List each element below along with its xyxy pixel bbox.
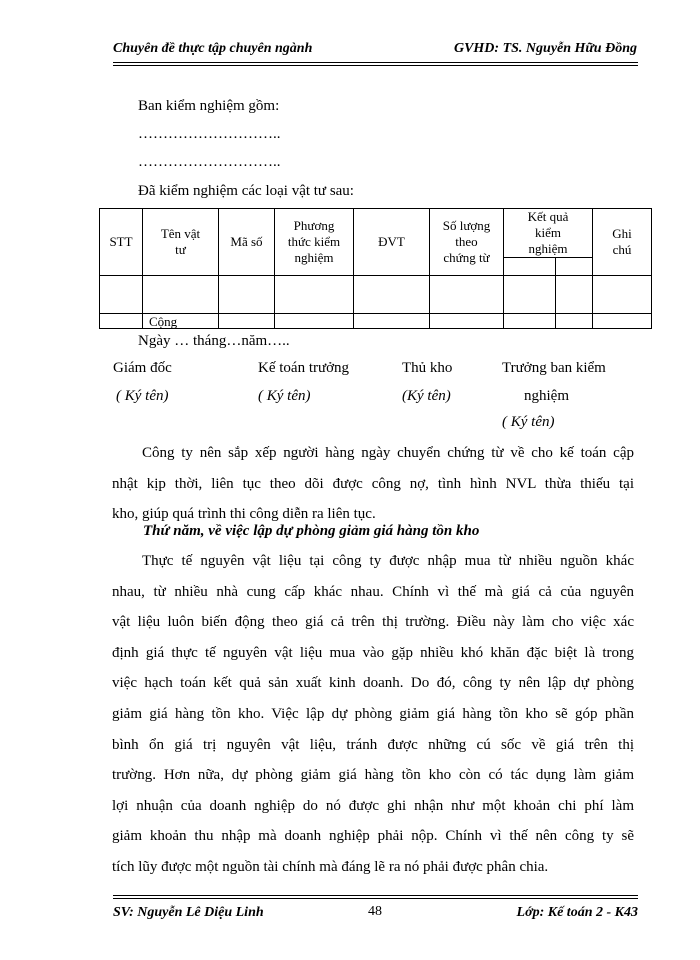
- inspection-table: [99, 208, 652, 329]
- sig-committee-head: Trưởng ban kiểm: [502, 360, 606, 376]
- para2-line: Thực tế nguyên vật liệu tại công ty được nhập mua từ nhiều nguồn khác: [142, 553, 634, 569]
- header-right: GVHD: TS. Nguyễn Hữu Đồng: [453, 41, 637, 56]
- total-label: Cộng: [143, 314, 219, 329]
- footer-left: SV: Nguyễn Lê Diệu Linh: [113, 905, 264, 920]
- sig-committee-head-2: nghiệm: [524, 388, 569, 404]
- section-heading: Thứ năm, về việc lập dự phòng giảm giá hàng tồn kho: [143, 523, 480, 539]
- para2-line: trường. Hơn nữa, dự phòng giảm giá hàng tồn kho còn có tác dụng làm giảm: [112, 767, 634, 784]
- date-line: Ngày … tháng…năm…..: [138, 333, 290, 349]
- paragraph-2: [112, 546, 634, 883]
- header-left: Chuyên đề thực tập chuyên ngành: [113, 41, 313, 56]
- para1-line: kho, giúp quá trình thi công diễn ra liên tục.: [112, 506, 376, 523]
- sign-head: ( Ký tên): [502, 414, 555, 430]
- para2-line: bình ổn giá trị nguyên vật liệu, tránh được những cú sốc về giá trên thị: [112, 736, 634, 753]
- th-qty: Số lượng theo chứng từ: [430, 209, 504, 276]
- sign-storekeeper: (Ký tên): [402, 388, 451, 404]
- dots-line-1: ………………………..: [138, 126, 281, 142]
- sign-director: ( Ký tên): [116, 388, 169, 404]
- materials-label: Đã kiểm nghiệm các loại vật tư sau:: [138, 183, 354, 199]
- header-rule: [113, 62, 638, 66]
- para2-line: việc hạch toán kết quả sản xuất kinh doanh. Do đó, công ty nên lập dự phòng: [112, 675, 634, 692]
- sig-director: Giám đốc: [113, 360, 172, 376]
- para2-line: giảm giá hàng tồn kho. Việc lập dự phòng giảm giá hàng tồn kho sẽ góp phần: [112, 705, 634, 722]
- table-total-row: [100, 314, 652, 329]
- paragraph-1: [112, 438, 634, 530]
- th-code: Mã số: [219, 209, 275, 276]
- th-note: Ghi chú: [593, 209, 652, 276]
- footer-rule: [113, 895, 638, 899]
- sig-chief-accountant: Kế toán trưởng: [258, 360, 350, 376]
- para1-line: Công ty nên sắp xếp người hàng ngày chuyển chứng từ về cho kế toán cập: [142, 445, 634, 461]
- th-method: Phương thức kiểm nghiệm: [275, 209, 354, 276]
- dots-line-2: ………………………..: [138, 154, 281, 170]
- para2-line: vật liệu luôn biến động theo giá cả trên thị trường. Điều này làm cho việc xác: [112, 614, 634, 631]
- th-unit: ĐVT: [354, 209, 430, 276]
- th-stt: STT: [100, 209, 143, 276]
- para1-line: nhật kịp thời, liên tục theo dõi được công nợ, tình hình NVL thừa thiếu tại: [112, 475, 634, 492]
- page-number: 48: [368, 904, 382, 919]
- th-result-sub-1: [504, 258, 556, 276]
- committee-label: Ban kiểm nghiệm gồm:: [138, 98, 280, 114]
- para2-line: nhau, từ nhiều nhà cung cấp khác nhau. Chính vì thế mà giá cả của nguyên: [112, 583, 634, 600]
- th-result-sub-2: [556, 258, 593, 276]
- table-row: [100, 276, 652, 314]
- para2-line: giảm khoản thu nhập mà doanh nghiệp phải nộp. Chính vì thế nên công ty sẽ: [112, 828, 634, 845]
- para2-line: lợi nhuận của doanh nghiệp do nó được ghi nhận như một khoản chi phí làm: [112, 797, 634, 814]
- para2-line: tích lũy được một nguồn tài chính mà đáng lẽ ra nó phải được phân chia.: [112, 858, 549, 875]
- th-result: Kết quả kiểm nghiệm: [504, 209, 593, 258]
- th-name: Tên vật tư: [143, 209, 219, 276]
- sign-accountant: ( Ký tên): [258, 388, 311, 404]
- sig-storekeeper: Thủ kho: [402, 360, 453, 376]
- para2-line: định giá thực tế nguyên vật liệu mua vào gặp nhiều khó khăn đặc biệt là trong: [112, 644, 634, 661]
- footer-right: Lớp: Kế toán 2 - K43: [516, 905, 638, 920]
